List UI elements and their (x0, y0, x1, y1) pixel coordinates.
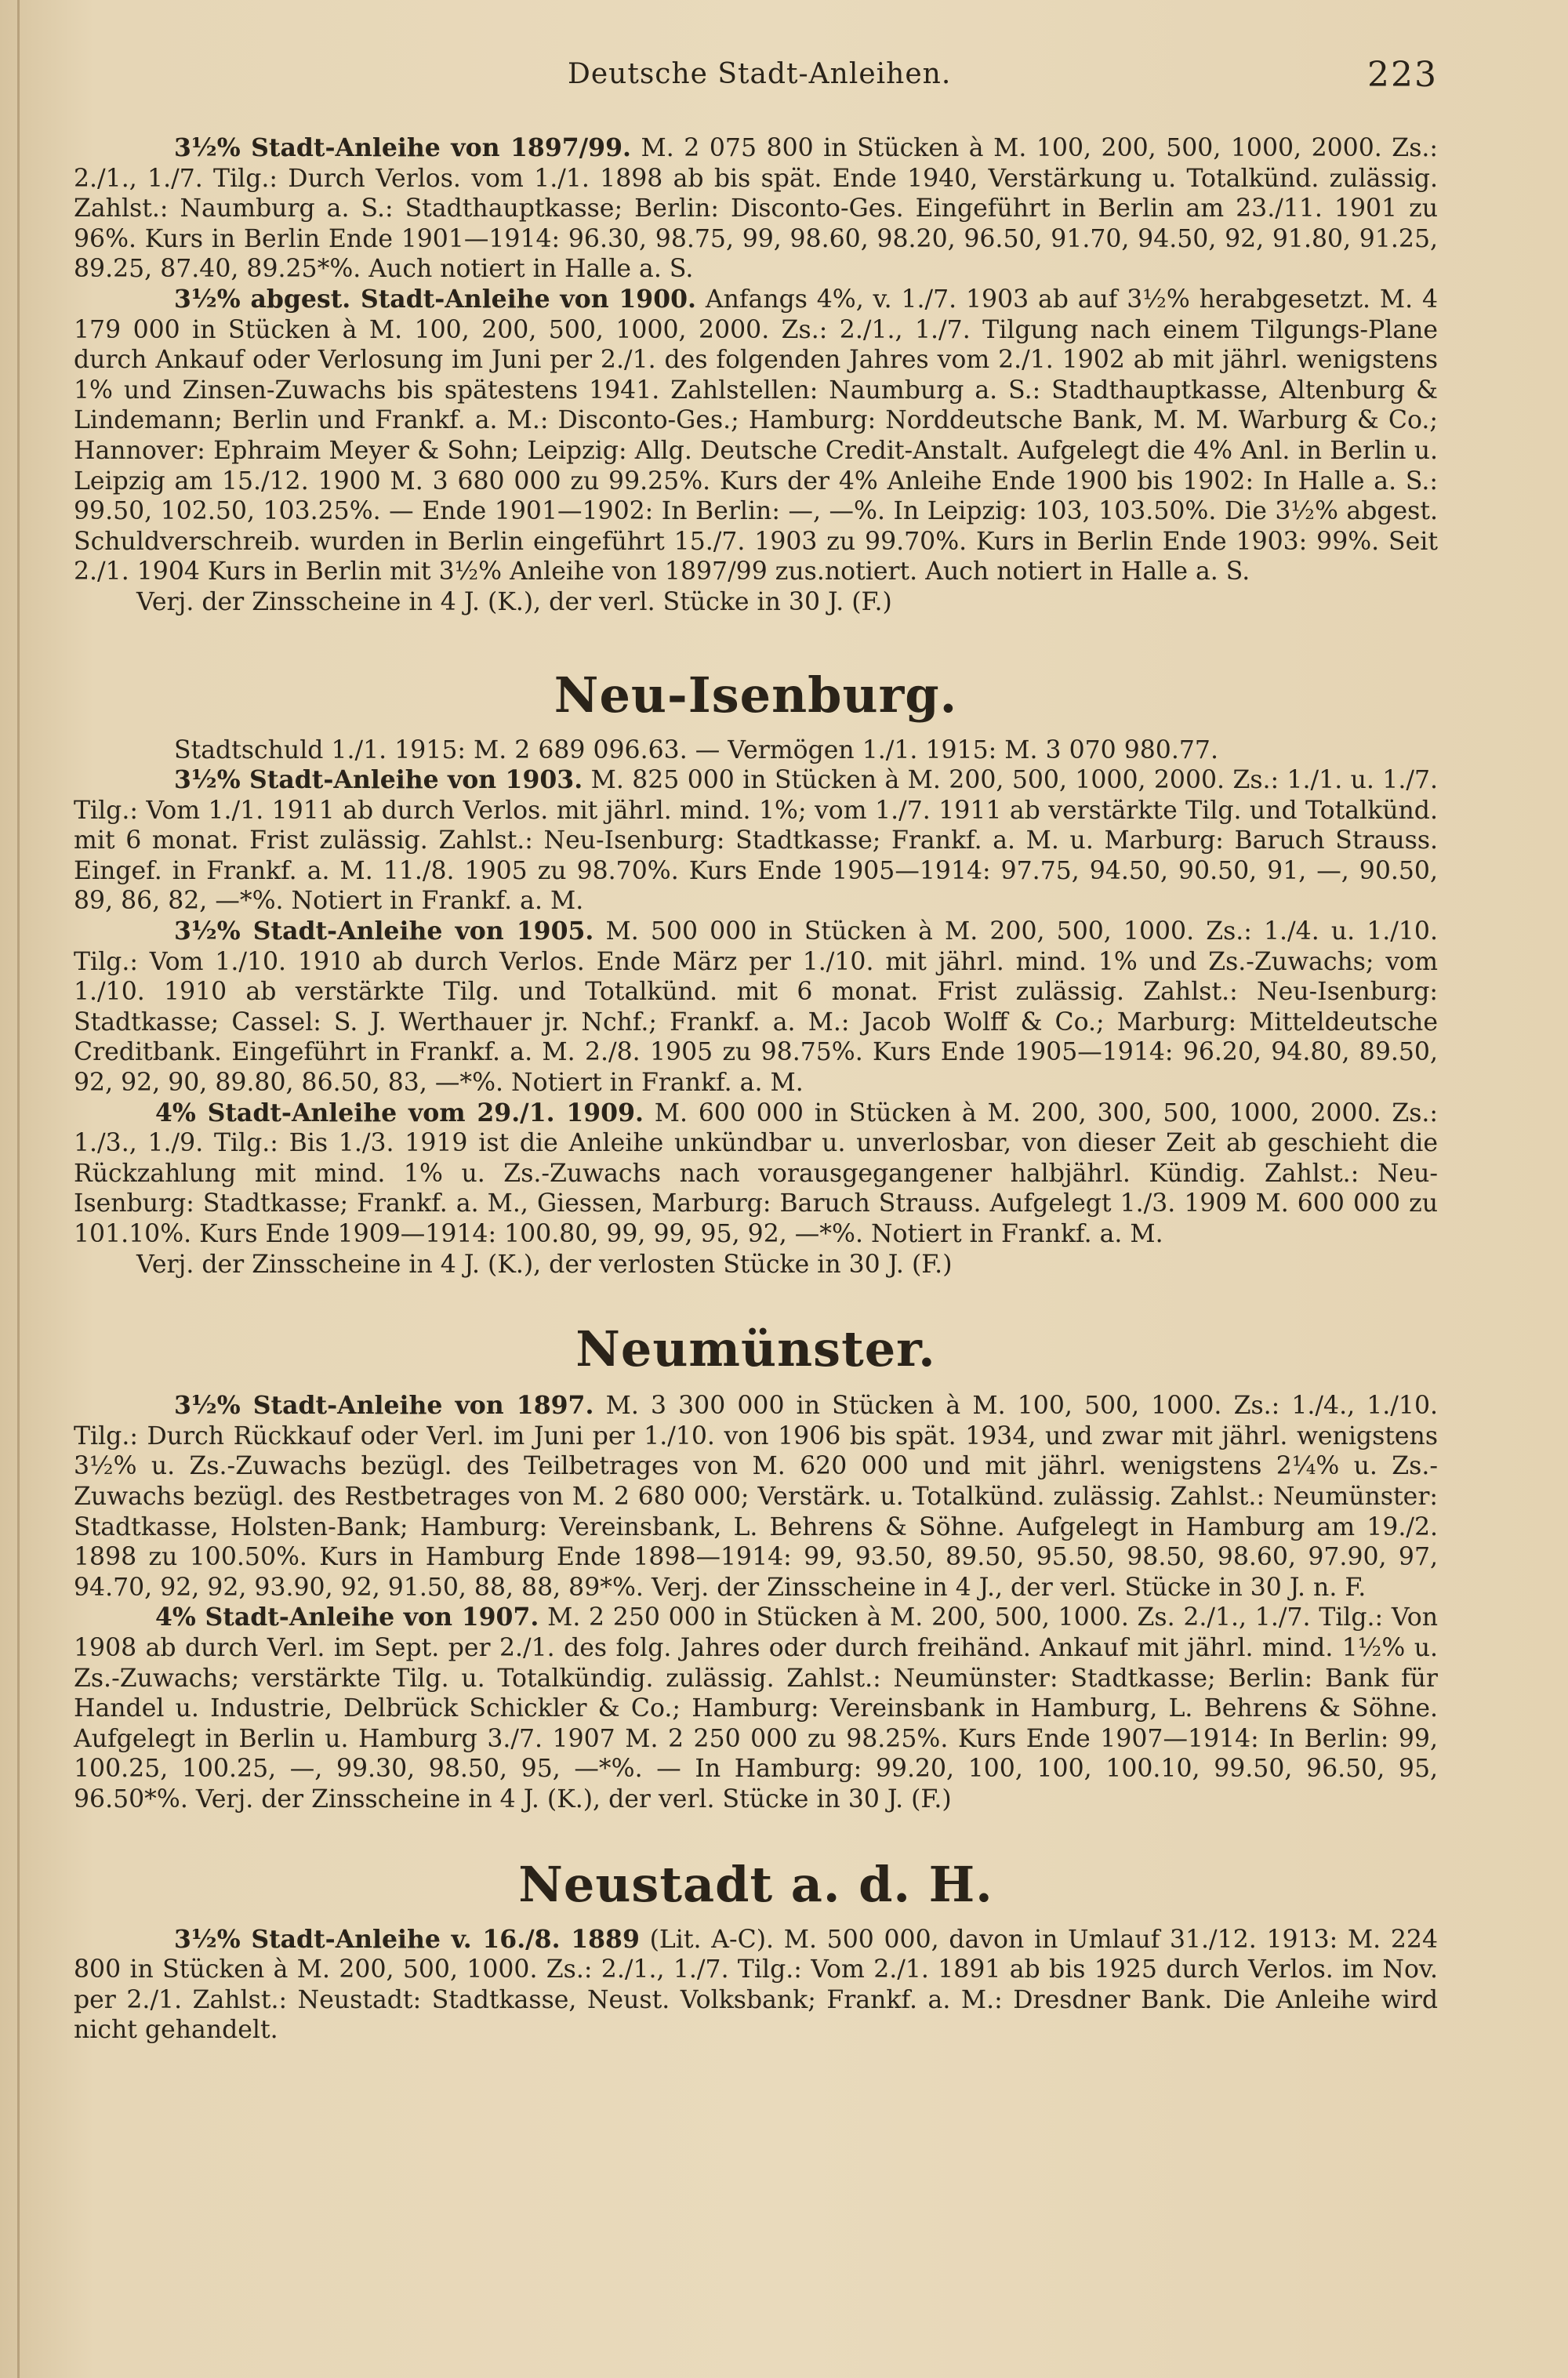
bond-details: M. 825 000 in Stücken à M. 200, 500, 1000, 2000. Zs.: 1./1. u. 1./7. Tilg.: Vom 1./1. 1911 ab durch Verlos. mit jährl. mind. 1%; vom 1./7. 1911 ab verstärkte Tilg. und Totalkünd. mit 6 monat. Frist zulässig. Zahlst.: Neu-Isenburg: Stadtkasse; Frankf. a. M. u. Marburg: Baruch Strauss. Eingef. in Frankf. a. M. 11./8. 1905 zu 98.70%. Kurs Ende 1905—1914: 97.75, 94.50, 90.50, 91, —, 90.50, 89, 86, 82, —*%. Notiert in Frankf. a. M. (74, 766, 1439, 916)
bond-entry (74, 133, 1438, 285)
bond-details: (Lit. A-C). M. 500 000, davon in Umlauf 31./12. 1913: M. 224 800 in Stücken à M. 200, 500, 1000. Zs.: 2./1., 1./7. Tilg.: Vom 2./1. 1891 ab bis 1925 durch Verlos. im Nov. per 2./1. Zahlst.: Neustadt: Stadtkasse, Neust. Volksbank; Frankf. a. M.: Dresdner Bank. Die Anleihe wird nicht gehandelt. (74, 1925, 1439, 2045)
bond-details: M. 3 300 000 in Stücken à M. 100, 500, 1000. Zs.: 1./4., 1./10. Tilg.: Durch Rückkauf oder Verl. im Juni per 1./10. von 1906 bis spät. 1934, und zwar mit jährl. wenigstens 3½% u. Zs.-Zuwachs bezügl. des Teilbetrages von M. 620 000 und mit jährl. wenigstens 2¼% u. Zs.-Zuwachs bezügl. des Restbetrages von M. 2 680 000; Verstärk. u. Totalkünd. zulässig. Zahlst.: Neumünster: Stadtkasse, Holsten-Bank; Hamburg: Vereinsbank, L. Behrens & Söhne. Aufgelegt in Hamburg am 19./2. 1898 zu 100.50%. Kurs in Hamburg Ende 1898—1914: 99, 93.50, 89.50, 95.50, 98.50, 98.60, 97.90, 97, 94.70, 92, 92, 93.90, 92, 91.50, 88, 88, 89*%. Verj. der Zinsscheine in 4 J., der verl. Stücke in 30 J. n. F. (74, 1392, 1438, 1602)
bond-title: 3½% Stadt-Anleihe v. 16./8. 1889 (174, 1924, 640, 1954)
city-heading: Neustadt a. d. H. (518, 1855, 993, 1913)
city-heading: Neumünster. (575, 1320, 936, 1378)
page-header (74, 55, 1438, 102)
bond-entry (74, 1925, 1438, 2046)
bond-title: 3½% abgest. Stadt-Anleihe von 1900. (174, 284, 697, 314)
bond-title: 4% Stadt-Anleihe vom 29./1. 1909. (155, 1098, 644, 1127)
page-text (74, 133, 1438, 2046)
running-title: Deutsche Stadt-Anleihen. (568, 58, 952, 90)
bond-entry (74, 765, 1438, 917)
city-summary: Stadtschuld 1./1. 1915: M. 2 689 096.63. — Vermögen 1./1. 1915: M. 3 070 980.77. (174, 735, 1218, 764)
bond-details: M. 600 000 in Stücken à M. 200, 300, 500, 1000, 2000. Zs.: 1./3., 1./9. Tilg.: Bis 1./3. 1919 ist die Anleihe unkündbar u. unverlosbar, von dieser Zeit ab geschieht die Rückzahlung mit mind. 1% u. Zs.-Zuwachs nach vorausgegangener halbjährl. Kündig. Zahlst.: Neu-Isenburg: Stadtkasse; Frankf. a. M., Giessen, Marburg: Baruch Strauss. Aufgelegt 1./3. 1909 M. 600 000 zu 101.10%. Kurs Ende 1909—1914: 100.80, 99, 99, 95, 92, —*%. Notiert in Frankf. a. M. (74, 1098, 1438, 1248)
bond-title: 3½% Stadt-Anleihe von 1903. (174, 765, 583, 795)
prescription-note: Verj. der Zinsscheine in 4 J. (K.), der verl. Stücke in 30 J. (F.) (136, 587, 892, 616)
bond-entry (74, 1603, 1438, 1814)
bond-details: M. 2 075 800 in Stücken à M. 100, 200, 500, 1000, 2000. Zs.: 2./1., 1./7. Tilg.: Durch Verlos. vom 1./1. 1898 ab bis spät. Ende 1940, Verstärkung u. Totalkünd. zulässig. Zahlst.: Naumburg a. S.: Stadthauptkasse; Berlin: Disconto-Ges. Eingeführt in Berlin am 23./11. 1901 zu 96%. Kurs in Berlin Ende 1901—1914: 96.30, 98.75, 99, 98.60, 98.20, 96.50, 91.70, 94.50, 92, 91.80, 91.25, 89.25, 87.40, 89.25*%. Auch notiert in Halle a. S. (74, 134, 1438, 284)
city-heading: Neu-Isenburg. (554, 666, 958, 724)
bond-entry (74, 917, 1438, 1098)
page-number: 223 (1367, 55, 1438, 95)
bond-title: 3½% Stadt-Anleihe von 1897/99. (174, 133, 631, 162)
bond-title: 4% Stadt-Anleihe von 1907. (155, 1603, 539, 1632)
bond-details: Anfangs 4%, v. 1./7. 1903 ab auf 3½% herabgesetzt. M. 4 179 000 in Stücken à M. 100, 200, 500, 1000, 2000. Zs.: 2./1., 1./7. Tilgung nach einem Tilgungs-Plane durch Ankauf oder Verlosung im Juni per 2./1. des folgenden Jahres vom 2./1. 1902 ab mit jährl. wenigstens 1% und Zinsen-Zuwachs bis spätestens 1941. Zahlstellen: Naumburg a. S.: Stadthauptkasse, Altenburg & Lindemann; Berlin und Frankf. a. M.: Disconto-Ges.; Hamburg: Norddeutsche Bank, M. M. Warburg & Co.; Hannover: Ephraim Meyer & Sohn; Leipzig: Allg. Deutsche Credit-Anstalt. Aufgelegt die 4% Anl. in Berlin u. Leipzig am 15./12. 1900 M. 3 680 000 zu 99.25%. Kurs der 4% Anleihe Ende 1900 bis 1902: In Halle a. S.: 99.50, 102.50, 103.25%. — Ende 1901—1902: In Berlin: —, —%. In Leipzig: 103, 103.50%. Die 3½% abgest. Schuldverschreib. wurden in Berlin eingeführt 15./7. 1903 zu 99.70%. Kurs in Berlin Ende 1903: 99%. Seit 2./1. 1904 Kurs in Berlin mit 3½% Anleihe von 1897/99 zus.notiert. Auch notiert in Halle a. S. (74, 285, 1439, 586)
bond-entry (74, 285, 1438, 587)
prescription-note: Verj. der Zinsscheine in 4 J. (K.), der verlosten Stücke in 30 J. (F.) (136, 1250, 953, 1279)
bond-entry (74, 1098, 1438, 1250)
binding-edge (17, 0, 20, 2378)
bond-details: M. 500 000 in Stücken à M. 200, 500, 1000. Zs.: 1./4. u. 1./10. Tilg.: Vom 1./10. 1910 ab durch Verlos. Ende März per 1./10. mit jährl. mind. 1% und Zs.-Zuwachs; vom 1./10. 1910 ab verstärkte Tilg. und Totalkünd. mit 6 monat. Frist zulässig. Zahlst.: Neu-Isenburg: Stadtkasse; Cassel: S. J. Werthauer jr. Nchf.; Frankf. a. M.: Jacob Wolff & Co.; Marburg: Mitteldeutsche Creditbank. Eingeführt in Frankf. a. M. 2./8. 1905 zu 98.75%. Kurs Ende 1905—1914: 96.20, 94.80, 89.50, 92, 92, 90, 89.80, 86.50, 83, —*%. Notiert in Frankf. a. M. (74, 917, 1438, 1098)
bond-entry (74, 1391, 1438, 1603)
bond-title: 3½% Stadt-Anleihe von 1905. (174, 917, 594, 946)
bond-details: M. 2 250 000 in Stücken à M. 200, 500, 1000. Zs. 2./1., 1./7. Tilg.: Von 1908 ab durch Verl. im Sept. per 2./1. des folg. Jahres oder durch freihänd. Ankauf mit jährl. mind. 1½% u. Zs.-Zuwachs; verstärkte Tilg. u. Totalkündig. zulässig. Zahlst.: Neumünster: Stadtkasse; Berlin: Bank für Handel u. Industrie, Delbrück Schickler & Co.; Hamburg: Vereinsbank in Hamburg, L. Behrens & Söhne. Aufgelegt in Berlin u. Hamburg 3./7. 1907 M. 2 250 000 zu 98.25%. Kurs Ende 1907—1914: In Berlin: 99, 100.25, 100.25, —, 99.30, 98.50, 95, —*%. — In Hamburg: 99.20, 100, 100, 100.10, 99.50, 96.50, 95, 96.50*%. Verj. der Zinsscheine in 4 J. (K.), der verl. Stücke in 30 J. (F.) (74, 1603, 1438, 1813)
bond-title: 3½% Stadt-Anleihe von 1897. (174, 1391, 594, 1421)
